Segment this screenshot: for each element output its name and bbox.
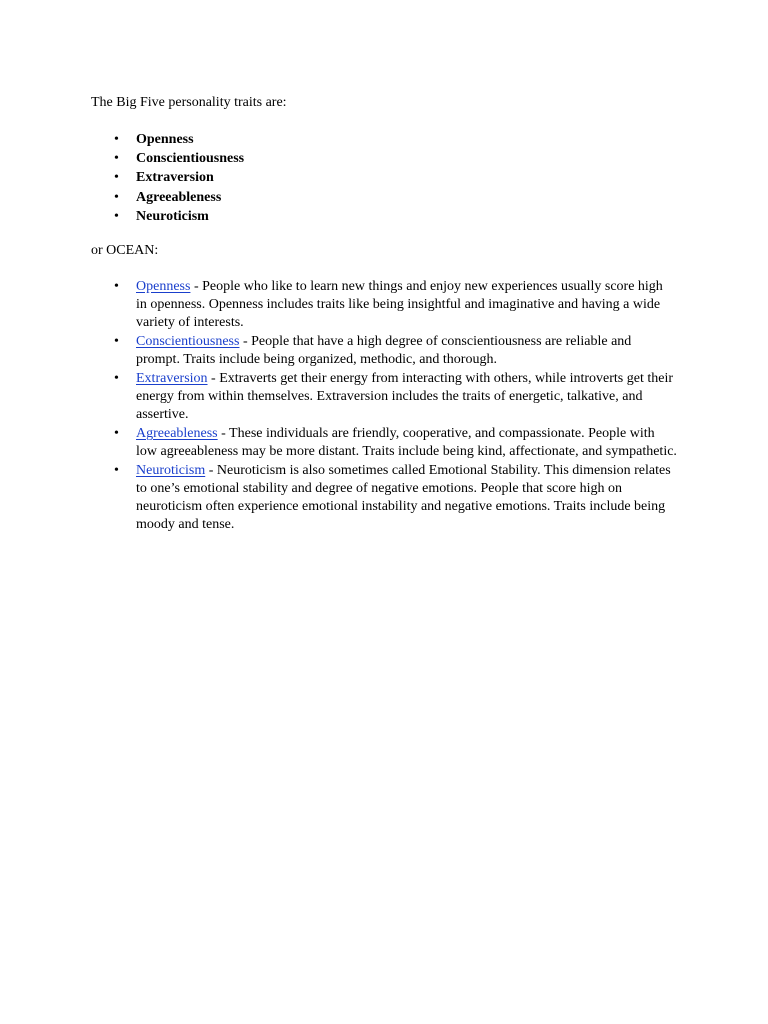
bullet-icon: • xyxy=(114,426,119,442)
bullet-icon: • xyxy=(114,463,119,479)
bullet-icon: • xyxy=(114,208,119,224)
trait-item xyxy=(114,188,681,207)
extraversion-link[interactable]: Extraversion xyxy=(136,371,208,387)
trait-label: Extraversion xyxy=(136,170,214,186)
bullet-icon: • xyxy=(114,334,119,350)
trait-label: Openness xyxy=(136,132,194,147)
trait-item xyxy=(114,130,681,149)
document-page xyxy=(91,94,681,535)
definition-text: - These individuals are friendly, cooperative, and compassionate. People with low agreeableness may be more distant. Traits include being kind, affectionate, and sympathetic. xyxy=(136,426,677,460)
openness-link[interactable]: Openness xyxy=(136,279,191,295)
definition-item xyxy=(114,370,681,424)
definition-item xyxy=(114,462,681,534)
intro-text: The Big Five personality traits are: xyxy=(91,95,287,110)
definition-text: - People that have a high degree of conscientiousness are reliable and prompt. Traits include being organized, methodic, and thorough. xyxy=(136,334,632,368)
trait-item xyxy=(114,168,681,187)
definition-list xyxy=(91,278,681,534)
bullet-icon: • xyxy=(114,170,119,186)
trait-item xyxy=(114,149,681,168)
definition-item xyxy=(114,425,681,461)
trait-label: Agreeableness xyxy=(136,189,222,205)
definition-item xyxy=(114,278,681,332)
trait-label: Conscientiousness xyxy=(136,151,245,167)
bullet-icon: • xyxy=(114,189,119,205)
bullet-icon: • xyxy=(114,371,119,387)
ocean-label: or OCEAN: xyxy=(91,243,159,259)
trait-list xyxy=(91,130,681,226)
bullet-icon: • xyxy=(114,132,119,147)
bullet-icon: • xyxy=(114,279,119,295)
trait-label: Neuroticism xyxy=(136,208,209,224)
definition-text: - Neuroticism is also sometimes called Emotional Stability. This dimension relates to one’s emotional stability and degree of negative emotions. People that score high on neuroticism often experience emotional instability and negative emotions. Traits include being moody and tense. xyxy=(136,463,671,533)
conscientiousness-link[interactable]: Conscientiousness xyxy=(136,334,240,350)
neuroticism-link[interactable]: Neuroticism xyxy=(136,463,206,479)
definition-text: - People who like to learn new things and enjoy new experiences usually score high in openness. Openness includes traits like being insightful and imaginative and having a wide variety of interests. xyxy=(136,279,663,331)
bullet-icon: • xyxy=(114,151,119,167)
definition-item xyxy=(114,333,681,369)
definition-text: - Extraverts get their energy from interacting with others, while introverts get their energy from within themselves. Extraversion includes the traits of energetic, talkative, and assertive. xyxy=(136,371,674,423)
trait-item xyxy=(114,207,681,226)
agreeableness-link[interactable]: Agreeableness xyxy=(136,426,218,442)
